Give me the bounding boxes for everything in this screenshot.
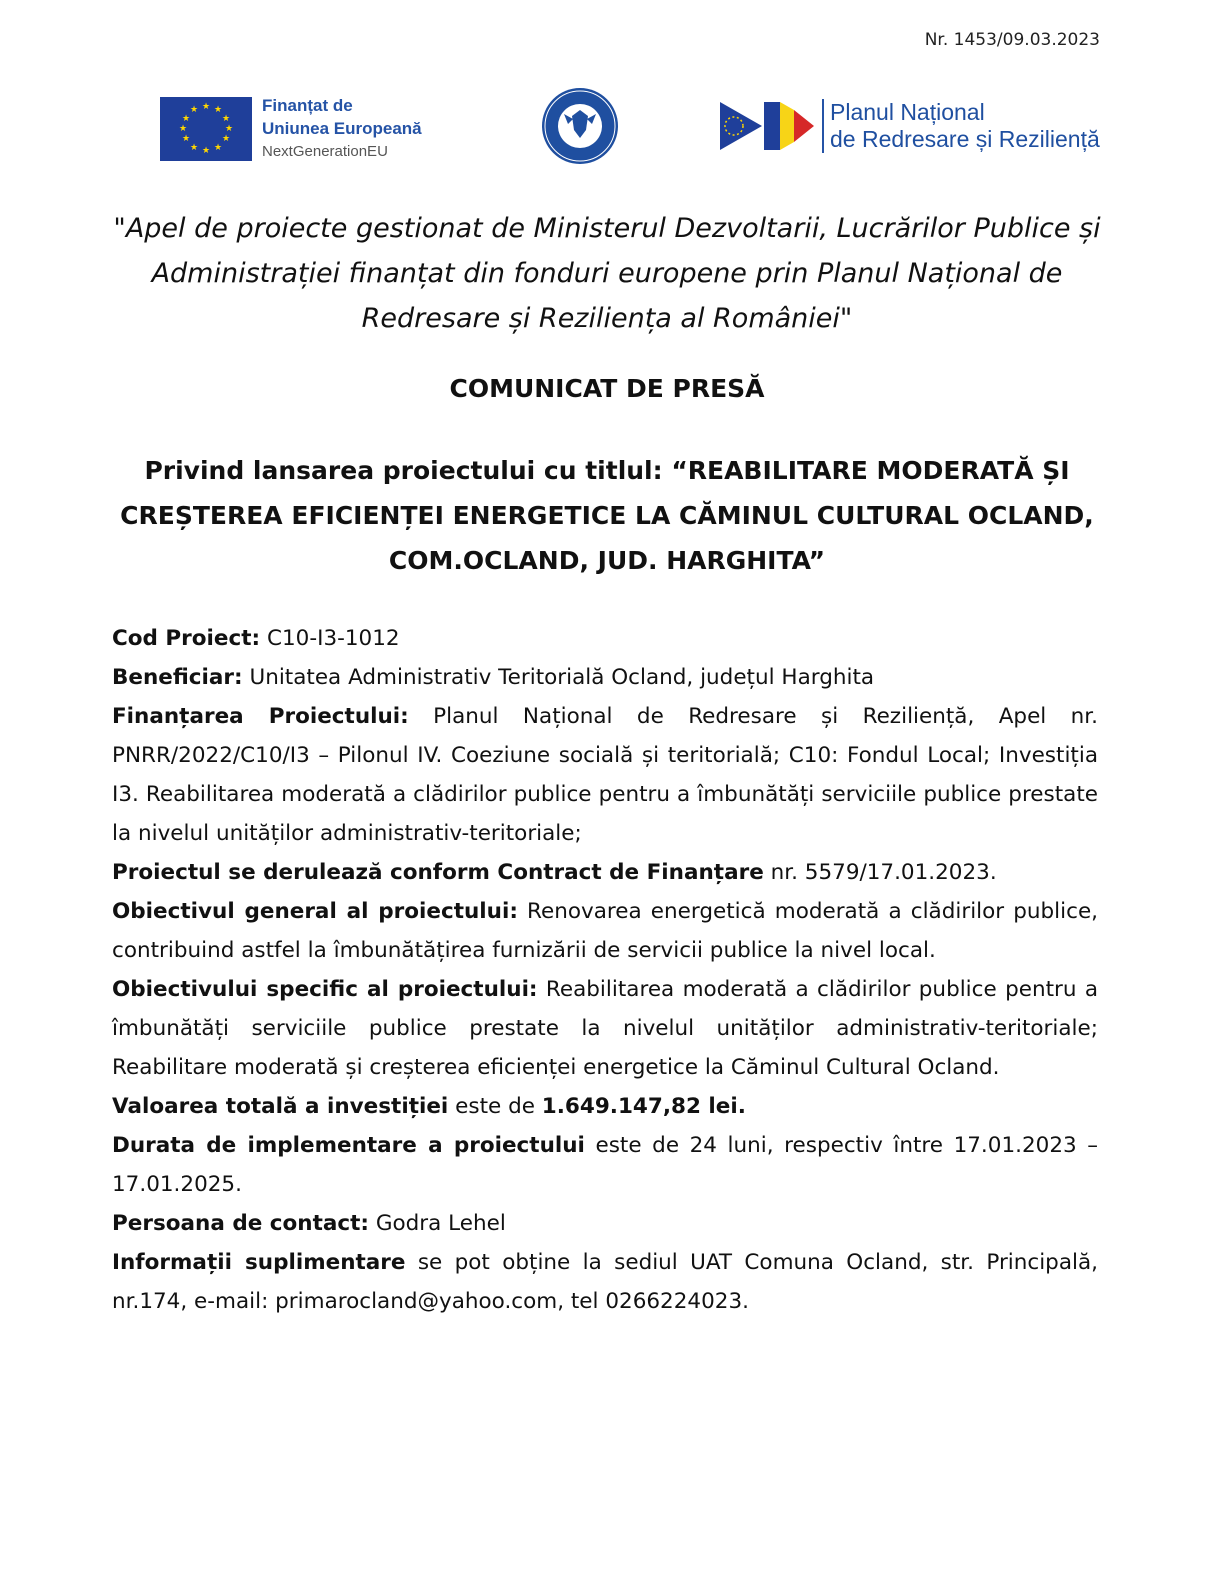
field-value: Reabilitarea moderată a clădirilor publice pentru a îmbunătăți serviciile publice prestate la nivelul unităților administrativ-teritoriale; Reabilitare moderată și creșterea eficienței energetice la Căminul Cultural Ocland.	[112, 977, 1098, 1080]
field-label: Proiectul se derulează conform Contract de Finanțare	[112, 860, 764, 885]
project-details	[112, 619, 1098, 1321]
eu-funding-logo	[160, 94, 422, 163]
field-value: se pot obține la sediul UAT Comuna Ocland, str. Principală, nr.174, e-mail: primarocland@yahoo.com, tel 0266224023.	[112, 1250, 1098, 1314]
intro-quote: "Apel de proiecte gestionat de Ministerul Dezvoltarii, Lucrărilor Publice și Administrației finanțat din fonduri europene prin Planul Național de Redresare și Reziliența al României"	[113, 213, 1101, 334]
field-label: Finanțarea Proiectului:	[112, 704, 409, 729]
project-subject: Privind lansarea proiectului cu titlul: “REABILITARE MODERATĂ ȘI CREȘTEREA EFICIENȚEI ENERGETICE LA CĂMINUL CULTURAL OCLAND, COM.OCLAND, JUD. HARGHITA”	[120, 456, 1094, 575]
government-seal-icon	[540, 86, 620, 166]
field-value: nr. 5579/17.01.2023.	[763, 860, 997, 885]
informatii-row	[112, 1243, 1098, 1321]
contract-row	[112, 853, 1098, 892]
document-number: Nr. 1453/09.03.2023	[924, 30, 1100, 50]
pnrr-logo	[720, 98, 1100, 154]
field-label: Informații suplimentare	[112, 1250, 406, 1275]
field-label: Obiectivului specific al proiectului:	[112, 977, 538, 1002]
contact-row	[112, 1204, 1098, 1243]
field-value: este de 24 luni, respectiv între 17.01.2023 – 17.01.2025.	[112, 1133, 1099, 1197]
pnrr-logo-line1: Planul Național	[830, 99, 985, 125]
field-label: Persoana de contact:	[112, 1211, 370, 1236]
durata-row	[112, 1126, 1098, 1204]
cod-proiect-row	[112, 619, 1098, 658]
field-value: Planul Național de Redresare și Reziliență, Apel nr. PNRR/2022/C10/I3 – Pilonul IV. Coeziune socială și teritorială; C10: Fondul Local; Investiția I3. Reabilitarea moderată a clădirilor publice pentru a îmbunătăți serviciile publice prestate la nivelul unităților administrativ-teritoriale;	[112, 704, 1098, 846]
field-value: este de	[448, 1094, 542, 1119]
eu-logo-line3: NextGenerationEU	[262, 143, 388, 160]
page-title: COMUNICAT DE PRESĂ	[449, 374, 765, 403]
obiectiv-general-row	[112, 892, 1098, 970]
field-value: Unitatea Administrativ Teritorială Ocland, județul Harghita	[242, 665, 875, 690]
investment-amount: 1.649.147,82 lei.	[541, 1094, 746, 1119]
field-label: Beneficiar:	[112, 665, 243, 690]
eu-logo-line2: Uniunea Europeană	[262, 119, 422, 138]
field-value: Godra Lehel	[369, 1211, 506, 1236]
pnrr-flag-arrows-icon	[720, 98, 816, 154]
logo-bar	[160, 86, 1120, 170]
field-value: Renovarea energetică moderată a clădirilor publice, contribuind astfel la îmbunătățirea furnizării de servicii publice la nivel local.	[112, 899, 1098, 963]
field-label: Obiectivul general al proiectului:	[112, 899, 518, 924]
field-label: Cod Proiect:	[112, 626, 261, 651]
beneficiar-row	[112, 658, 1098, 697]
eu-flag-icon: ★ ★ ★ ★ ★ ★ ★ ★ ★ ★ ★ ★	[160, 97, 252, 161]
obiectiv-specific-row	[112, 970, 1098, 1087]
field-value: C10-I3-1012	[260, 626, 400, 651]
field-label: Valoarea totală a investiției	[112, 1094, 449, 1119]
valoare-row	[112, 1087, 1098, 1126]
eu-logo-line1: Finanțat de	[262, 96, 353, 115]
finantare-row	[112, 697, 1098, 853]
pnrr-logo-line2: de Redresare și Reziliență	[830, 126, 1100, 152]
field-label: Durata de implementare a proiectului	[112, 1133, 585, 1158]
